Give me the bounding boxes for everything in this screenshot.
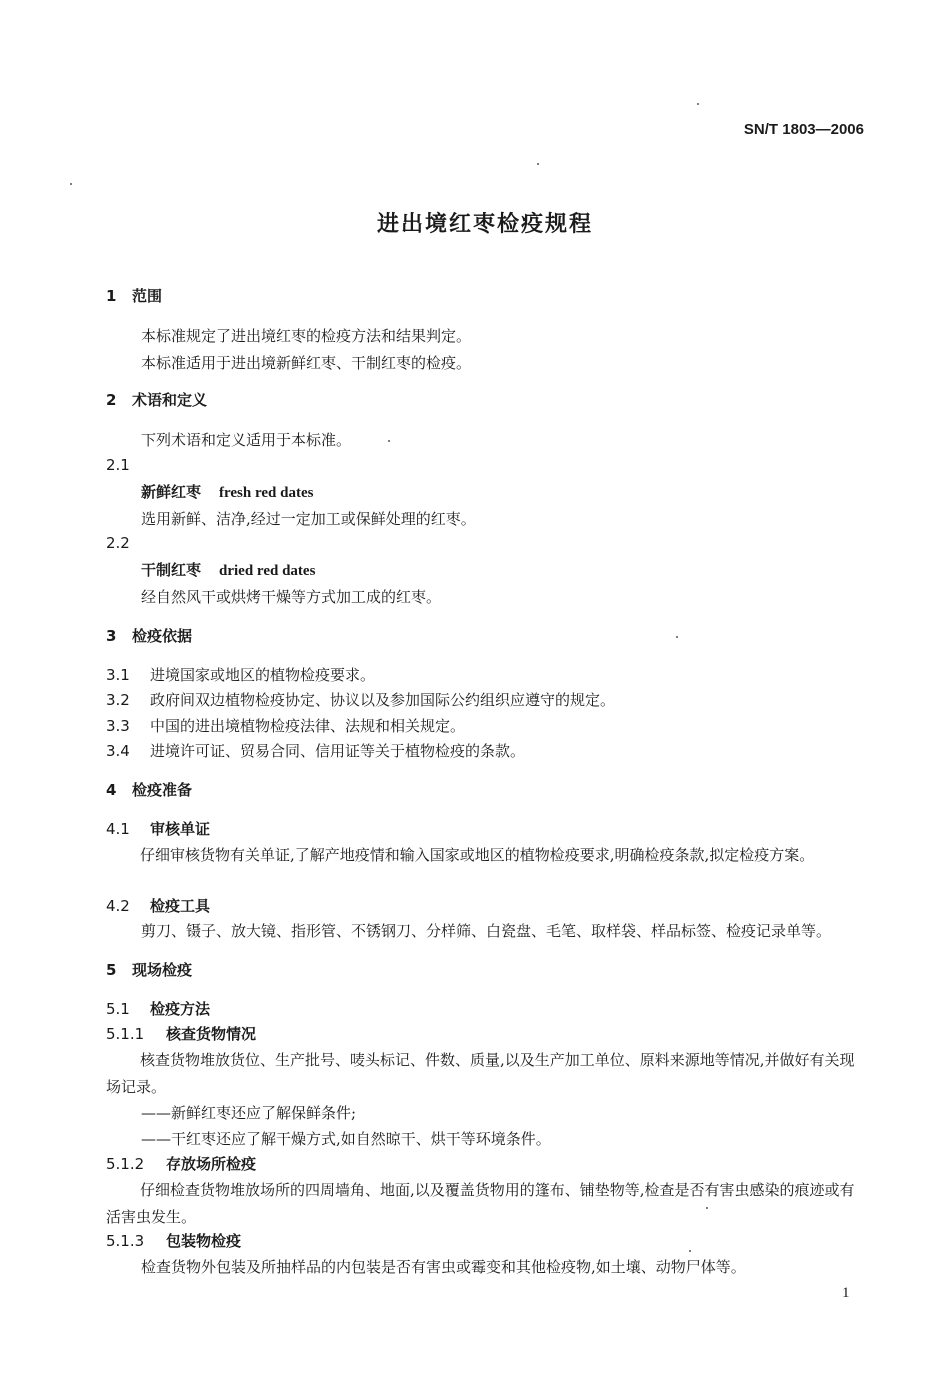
page-number: 1 bbox=[842, 1285, 850, 1301]
section-3-heading: 3 检疫依据 bbox=[106, 627, 193, 645]
subsection-5-1-heading: 5.1 检疫方法 bbox=[106, 1000, 211, 1018]
scan-speck bbox=[537, 163, 539, 165]
term-2-1-number: 2.1 bbox=[106, 456, 130, 474]
term-2-2-definition: 经自然风干或烘烤干燥等方式加工成的红枣。 bbox=[141, 588, 442, 606]
subsection-5-1-1-dash-item: ——干红枣还应了解干燥方式,如自然晾干、烘干等环境条件。 bbox=[141, 1130, 551, 1148]
section-5-heading: 5 现场检疫 bbox=[106, 961, 193, 979]
document-title: 进出境红枣检疫规程 bbox=[376, 212, 593, 237]
term-2-1-name: 新鲜红枣 fresh red dates bbox=[141, 483, 314, 501]
section-3-item: 3.1 进境国家或地区的植物检疫要求。 bbox=[106, 666, 376, 684]
term-2-2-name: 干制红枣 dried red dates bbox=[141, 561, 316, 579]
section-2-heading: 2 术语和定义 bbox=[106, 391, 208, 409]
subsection-5-1-2-body: 仔细检查货物堆放场所的四周墙角、地面,以及覆盖货物用的篷布、铺垫物等,检查是否有害虫感染的痕迹或有活害虫发生。 bbox=[106, 1181, 855, 1226]
subsection-5-1-3-heading: 5.1.3 包装物检疫 bbox=[106, 1232, 242, 1250]
section-1-paragraph-1: 本标准规定了进出境红枣的检疫方法和结果判定。 bbox=[141, 327, 472, 345]
term-2-2-number: 2.2 bbox=[106, 534, 130, 552]
section-1-paragraph-2: 本标准适用于进出境新鲜红枣、干制红枣的检疫。 bbox=[141, 354, 472, 372]
subsection-5-1-3-body: 检查货物外包装及所抽样品的内包装是否有害虫或霉变和其他检疫物,如土壤、动物尸体等。 bbox=[141, 1258, 746, 1276]
scan-speck bbox=[697, 103, 699, 105]
subsection-4-1-body: 仔细审核货物有关单证,了解产地疫情和输入国家或地区的植物检疫要求,明确检疫条款,拟定检疫方案。 bbox=[140, 846, 815, 864]
subsection-4-2-body: 剪刀、镊子、放大镜、指形管、不锈钢刀、分样筛、白瓷盘、毛笔、取样袋、样品标签、检疫记录单等。 bbox=[141, 922, 832, 940]
section-1-heading: 1 范围 bbox=[106, 287, 163, 305]
subsection-5-1-1-heading: 5.1.1 核查货物情况 bbox=[106, 1025, 257, 1043]
scan-speck bbox=[70, 183, 72, 185]
section-4-heading: 4 检疫准备 bbox=[106, 781, 193, 799]
scan-speck bbox=[689, 1250, 691, 1252]
section-3-item: 3.4 进境许可证、贸易合同、信用证等关于植物检疫的条款。 bbox=[106, 742, 526, 760]
section-2-intro: 下列术语和定义适用于本标准。 bbox=[141, 431, 352, 449]
subsection-5-1-1-dash-item: ——新鲜红枣还应了解保鲜条件; bbox=[141, 1104, 357, 1122]
subsection-5-1-2-heading: 5.1.2 存放场所检疫 bbox=[106, 1155, 257, 1173]
subsection-4-2-heading: 4.2 检疫工具 bbox=[106, 897, 211, 915]
scan-speck bbox=[676, 636, 678, 638]
subsection-5-1-1-body: 核查货物堆放货位、生产批号、唛头标记、件数、质量,以及生产加工单位、原料来源地等情况,并做好有关现场记录。 bbox=[106, 1051, 855, 1096]
standard-number: SN/T 1803—2006 bbox=[743, 121, 864, 138]
scan-speck bbox=[388, 440, 390, 442]
section-3-item: 3.3 中国的进出境植物检疫法律、法规和相关规定。 bbox=[106, 717, 466, 735]
subsection-4-1-heading: 4.1 审核单证 bbox=[106, 820, 211, 838]
term-2-1-definition: 选用新鲜、洁净,经过一定加工或保鲜处理的红枣。 bbox=[141, 510, 476, 528]
section-3-item: 3.2 政府间双边植物检疫协定、协议以及参加国际公约组织应遵守的规定。 bbox=[106, 691, 616, 709]
